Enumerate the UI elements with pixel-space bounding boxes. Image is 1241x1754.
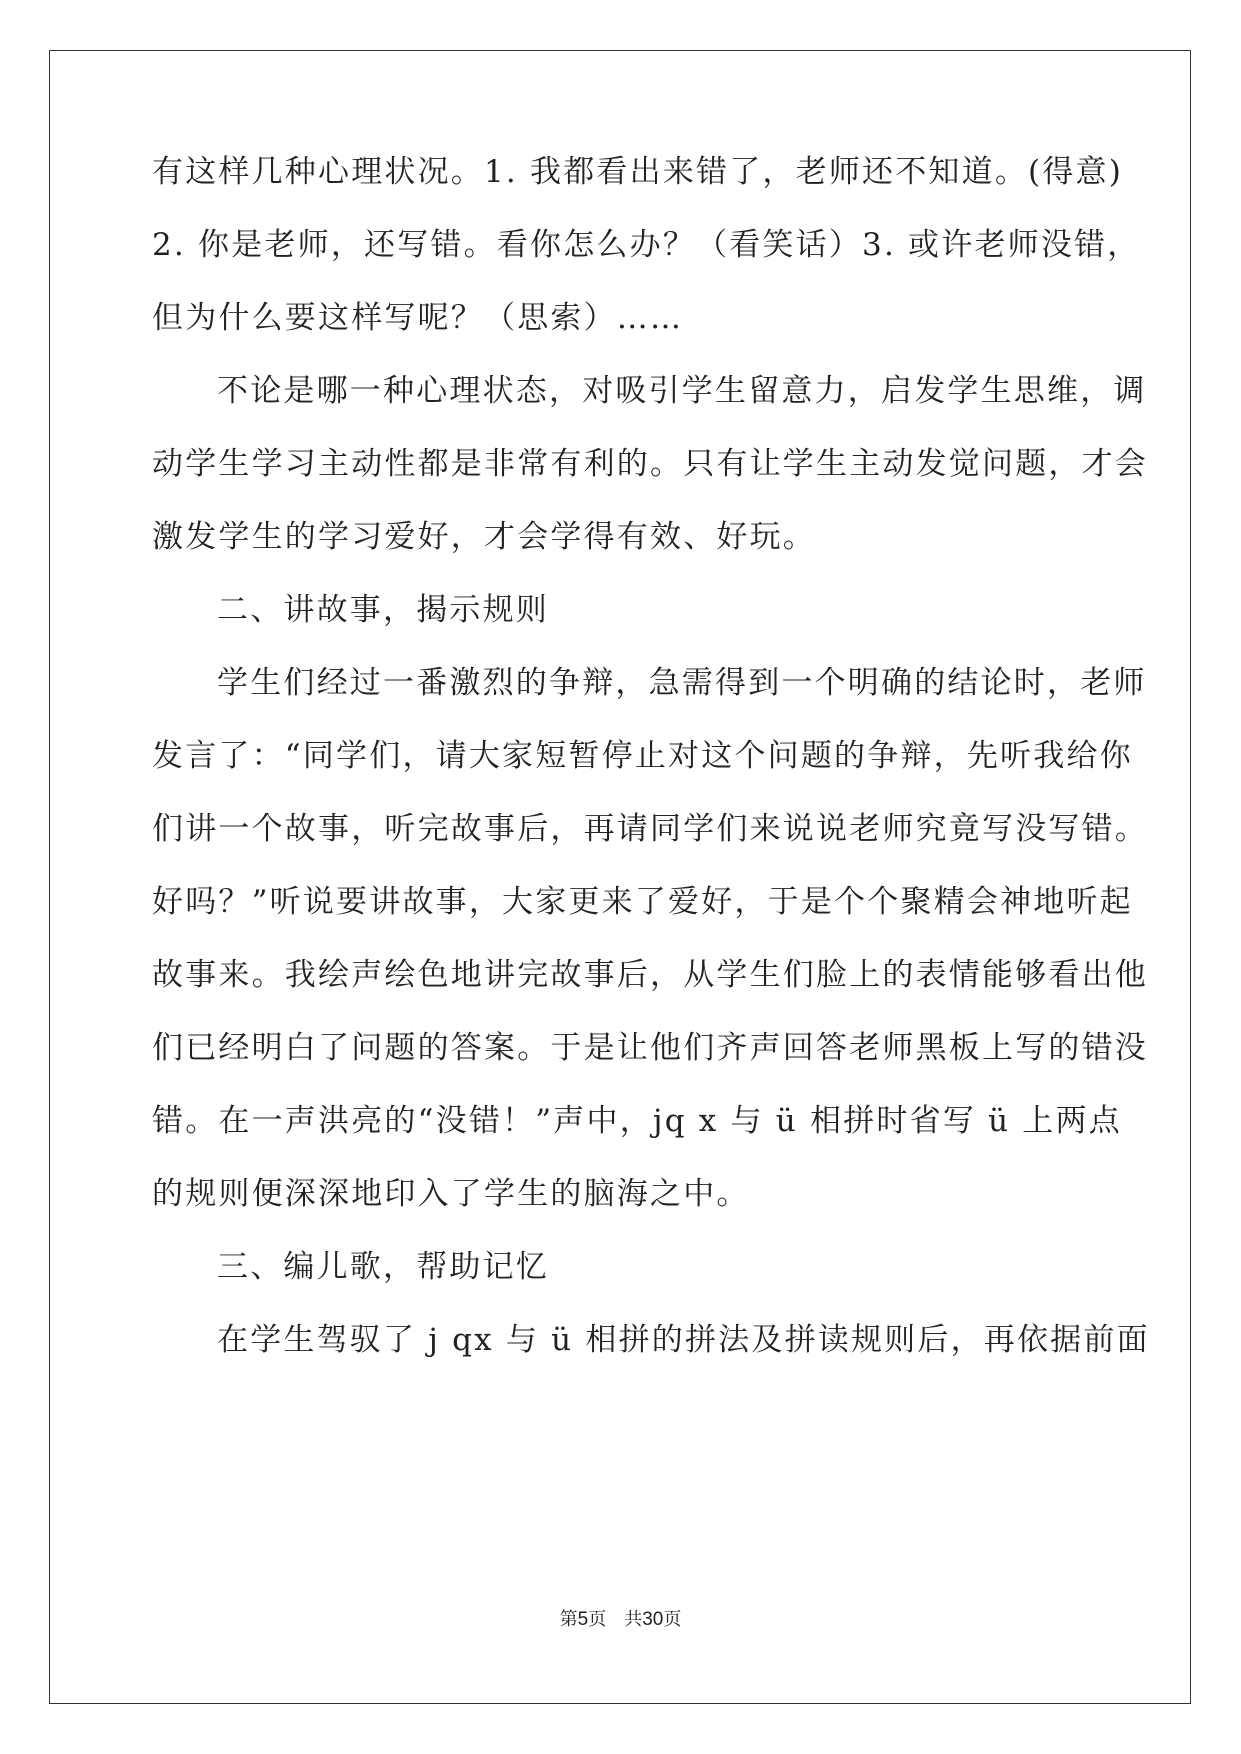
text-line: 的规则便深深地印入了学生的脑海之中。 bbox=[152, 1176, 750, 1212]
text-line: 好吗？”听说要讲故事，大家更来了爱好，于是个个聚精会神地听起 bbox=[152, 884, 1133, 920]
text-line: 有这样几种心理状况。1. 我都看出来错了，老师还不知道。(得意) bbox=[152, 154, 1124, 190]
paragraph-first-line: 不论是哪一种心理状态，对吸引学生留意力，启发学生思维，调 bbox=[217, 373, 1147, 409]
page-footer bbox=[0, 1605, 1241, 1631]
footer-mid: 页 共 bbox=[588, 1609, 643, 1630]
section-heading: 二、讲故事，揭示规则 bbox=[217, 592, 549, 628]
text-line: 故事来。我绘声绘色地讲完故事后，从学生们脸上的表情能够看出他 bbox=[152, 957, 1148, 993]
text-line: 错。在一声洪亮的“没错！”声中，jq x 与 ü 相拼时省写 ü 上两点 bbox=[152, 1103, 1122, 1139]
text-line: 但为什么要这样写呢？（思索）…… bbox=[152, 300, 684, 336]
text-line: 动学生学习主动性都是非常有利的。只有让学生主动发觉问题，才会 bbox=[152, 446, 1148, 482]
text-line: 2. 你是老师，还写错。看你怎么办？（看笑话）3. 或许老师没错， bbox=[152, 227, 1141, 263]
paragraph-first-line: 学生们经过一番激烈的争辩，急需得到一个明确的结论时，老师 bbox=[217, 665, 1147, 701]
total-pages: 30 bbox=[642, 1609, 664, 1630]
footer-suffix: 页 bbox=[663, 1609, 682, 1630]
text-line: 激发学生的学习爱好，才会学得有效、好玩。 bbox=[152, 519, 816, 555]
footer-prefix: 第 bbox=[559, 1609, 578, 1630]
paragraph-first-line: 在学生驾驭了 j qx 与 ü 相拼的拼法及拼读规则后，再依据前面 bbox=[217, 1322, 1150, 1358]
text-line: 们讲一个故事，听完故事后，再请同学们来说说老师究竟写没写错。 bbox=[152, 811, 1148, 847]
text-line: 们已经明白了问题的答案。于是让他们齐声回答老师黑板上写的错没 bbox=[152, 1030, 1148, 1066]
text-line: 发言了：“同学们，请大家短暂停止对这个问题的争辩，先听我给你 bbox=[152, 738, 1133, 774]
section-heading: 三、编儿歌，帮助记忆 bbox=[217, 1249, 549, 1285]
page-number: 5 bbox=[577, 1609, 589, 1630]
